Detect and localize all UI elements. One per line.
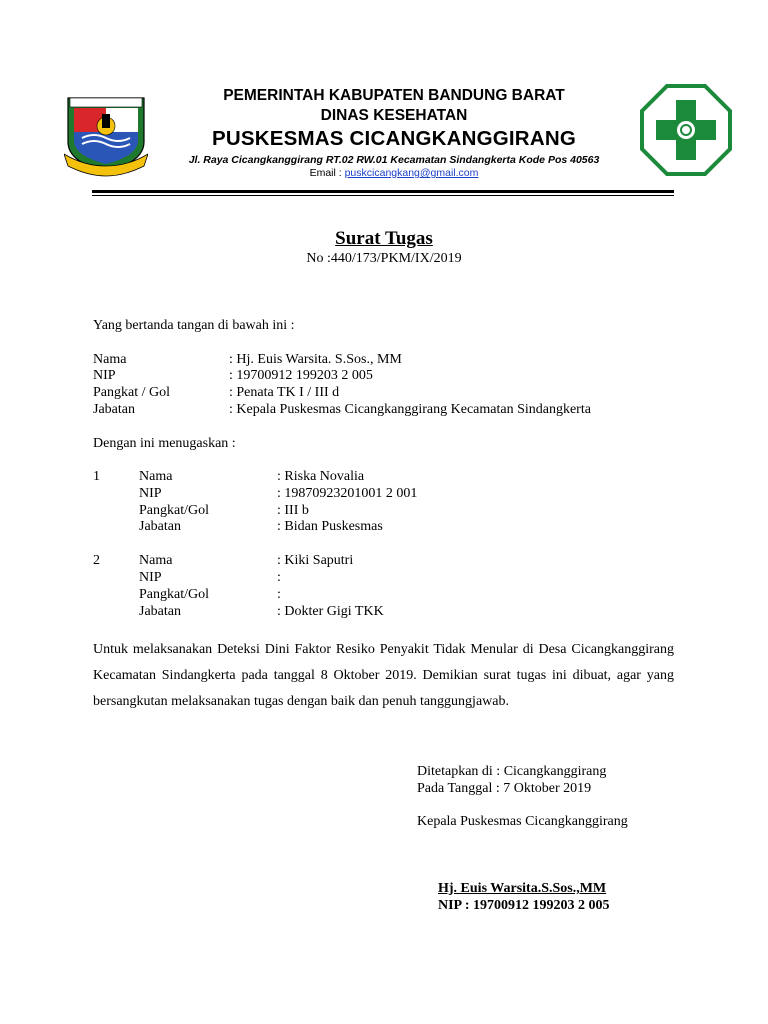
assignee-label: Pangkat/Gol [139, 503, 209, 518]
assignee-label: NIP [139, 570, 162, 585]
institution-name: PUSKESMAS CICANGKANGGIRANG [212, 127, 576, 150]
assignee-label: Nama [139, 469, 173, 484]
email-label: Email : [309, 167, 345, 179]
signer-label: NIP [93, 368, 116, 383]
signer-value: : 19700912 199203 2 005 [229, 368, 373, 383]
department-name: DINAS KESEHATAN [320, 107, 468, 124]
signer-value: : Kepala Puskesmas Cicangkanggirang Kecamatan Sindangkerta [229, 402, 591, 417]
email-line [150, 167, 638, 180]
assignee-value: : Dokter Gigi TKK [277, 604, 384, 619]
assignee-value: : [277, 587, 281, 602]
assignee-label: Jabatan [139, 604, 181, 619]
assignee-label: NIP [139, 486, 162, 501]
closing-position: Kepala Puskesmas Cicangkanggirang [417, 814, 628, 829]
government-name: PEMERINTAH KABUPATEN BANDUNG BARAT [223, 87, 565, 104]
email-link[interactable]: puskcicangkang@gmail.com [344, 167, 479, 179]
assignee-value: : Kiki Saputri [277, 553, 354, 568]
assignee-label: Jabatan [139, 519, 181, 534]
regency-emblem-icon [64, 92, 148, 178]
assignee-value: : Riska Novalia [277, 469, 365, 484]
assignee-value: : 19870923201001 2 001 [277, 486, 418, 501]
address: Jl. Raya Cicangkanggirang RT.02 RW.01 Kecamatan Sindangkerta Kode Pos 40563 [188, 154, 600, 166]
signer-label: Jabatan [93, 402, 135, 417]
assign-intro-text: Dengan ini menugaskan : [93, 436, 236, 451]
signatory-name: Hj. Euis Warsita.S.Sos.,MM [438, 881, 607, 896]
assignee-value: : III b [277, 503, 309, 518]
intro-text: Yang bertanda tangan di bawah ini : [93, 318, 295, 333]
puskesmas-cross-emblem-icon [640, 84, 732, 176]
signer-value: : Hj. Euis Warsita. S.Sos., MM [229, 352, 402, 367]
assignee-number: 2 [93, 553, 100, 568]
assignee-number: 1 [93, 469, 100, 484]
signer-label: Pangkat / Gol [93, 385, 170, 400]
letterhead [150, 86, 638, 180]
header-divider-thin [92, 195, 674, 196]
closing-place: Ditetapkan di : Cicangkanggirang [417, 764, 607, 779]
letter-number: No :440/173/PKM/IX/2019 [306, 251, 462, 266]
letter-title: Surat Tugas [335, 228, 433, 249]
signatory-nip: NIP : 19700912 199203 2 005 [438, 898, 610, 913]
assignee-value: : [277, 570, 281, 585]
signer-label: Nama [93, 352, 127, 367]
assignee-value: : Bidan Puskesmas [277, 519, 383, 534]
signer-value: : Penata TK I / III d [229, 385, 340, 400]
assignee-label: Nama [139, 553, 173, 568]
body-paragraph: Untuk melaksanakan Deteksi Dini Faktor Resiko Penyakit Tidak Menular di Desa Cicangkanggirang Kecamatan Sindangkerta pada tanggal 8 Oktober 2019. Demikian surat tugas ini dibuat, agar yang bersangkutan melaksanakan tugas dengan baik dan penuh tanggungjawab. [93, 642, 674, 709]
assignee-label: Pangkat/Gol [139, 587, 209, 602]
header-divider-thick [92, 190, 674, 193]
closing-date: Pada Tanggal : 7 Oktober 2019 [417, 781, 592, 796]
